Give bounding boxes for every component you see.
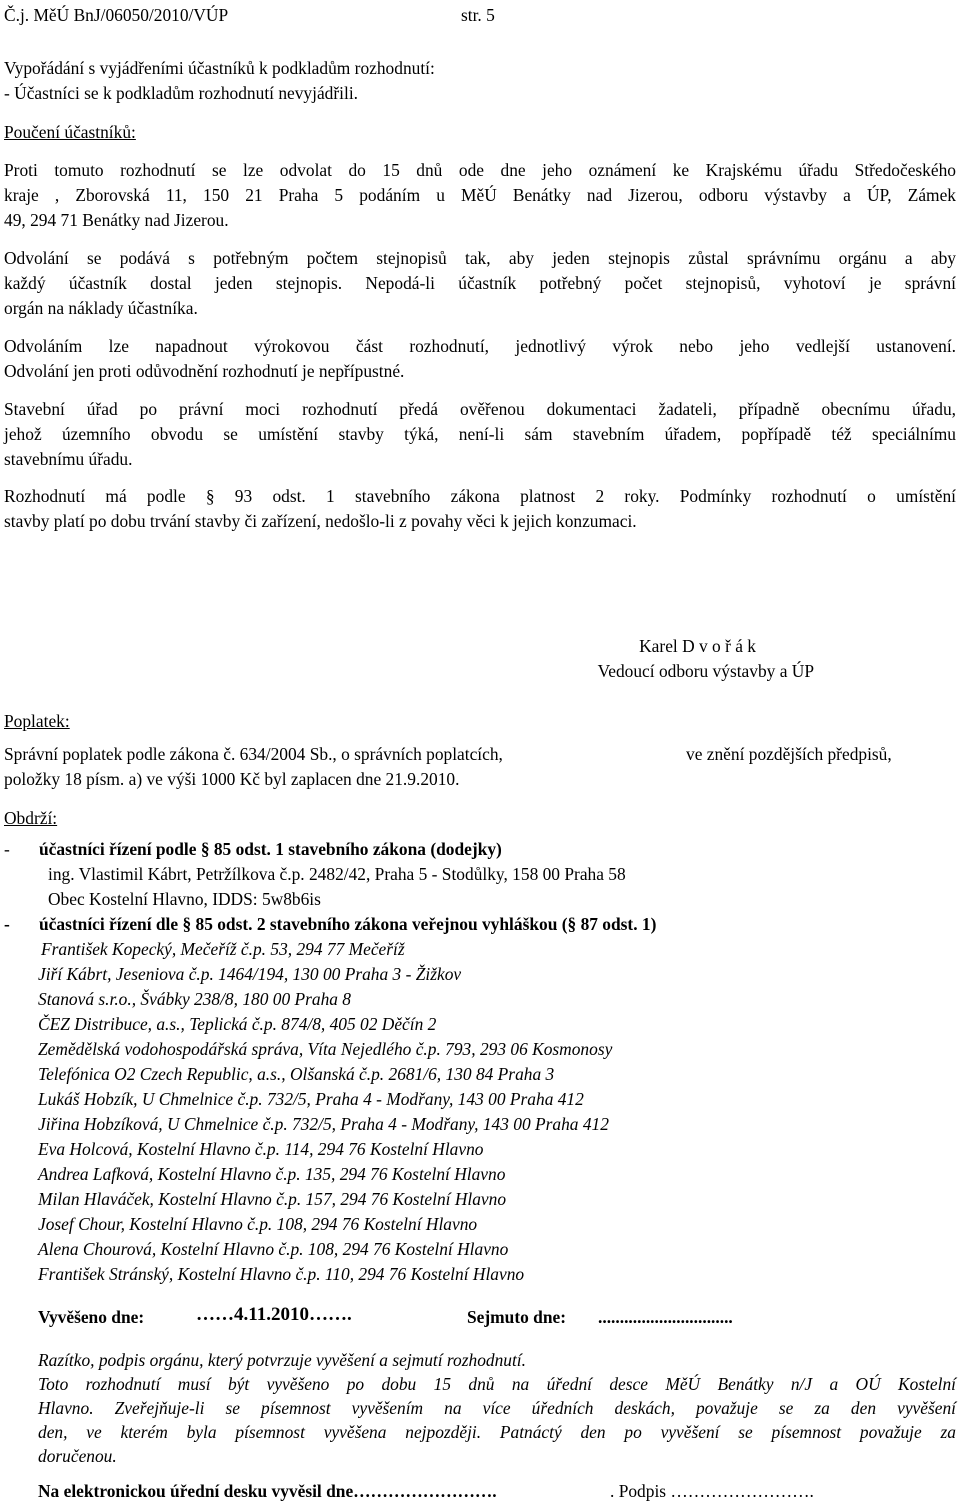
poplatek-line1b: ve znění pozdějších předpisů, — [686, 744, 892, 764]
pouceni-p4-line2: jehož územního obvodu se umístění stavby týká, není-li sám stavebním úřadem, popřípadě též speciálnímu — [4, 424, 956, 444]
recipient-item: František Kopecký, Mečeříž č.p. 53, 294 77 Mečeříž — [41, 939, 405, 959]
pouceni-p1-line2: kraje , Zborovská 11, 150 21 Praha 5 podáním u MěÚ Benátky nad Jizerou, odboru výstavby a ÚP, Zámek — [4, 185, 956, 205]
vyporadani-title: Vypořádání s vyjádřeními účastníků k podkladům rozhodnutí: — [4, 58, 435, 78]
recipient-item: Telefónica O2 Czech Republic, a.s., Olšanská č.p. 2681/6, 130 84 Praha 3 — [38, 1064, 555, 1084]
recipient-item: Jiřina Hobzíková, U Chmelnice č.p. 732/5, Praha 4 - Modřany, 143 00 Praha 412 — [38, 1114, 609, 1134]
vyveseno-date: ……4.11.2010……. — [196, 1304, 352, 1325]
obdrzi-title: Obdrží: — [4, 808, 58, 828]
page-number: str. 5 — [461, 5, 495, 25]
signature-name: Karel D v o ř á k — [639, 636, 756, 656]
group2-title: účastníci řízení dle § 85 odst. 2 stavebního zákona veřejnou vyhláškou (§ 87 odst. 1) — [39, 914, 657, 934]
poplatek-line2: položky 18 písm. a) ve výši 1000 Kč byl zaplacen dne 21.9.2010. — [4, 769, 460, 789]
pouceni-p1-line3: 49, 294 71 Benátky nad Jizerou. — [4, 210, 229, 230]
poplatek-line1a: Správní poplatek podle zákona č. 634/2004 Sb., o správních poplatcích, — [4, 744, 503, 764]
recipient-item: Jiří Kábrt, Jeseniova č.p. 1464/194, 130 00 Praha 3 - Žižkov — [38, 964, 462, 984]
reference-number: Č.j. MěÚ BnJ/06050/2010/VÚP — [4, 5, 229, 25]
vyveseni-note-line1: Toto rozhodnutí musí být vyvěšeno po dobu 15 dnů na úřední desce MěÚ Benátky n/J a OÚ Kostelní — [38, 1374, 956, 1394]
vyveseno-label: Vyvěšeno dne: — [38, 1307, 145, 1327]
recipient-item: Zemědělská vodohospodářská správa, Víta Nejedlého č.p. 793, 293 06 Kosmonosy — [38, 1039, 613, 1059]
vyveseni-note-line3: den, ve kterém byla písemnost vyvěšena nejpozději. Patnáctý den po vyvěšení se písemnost považuje za — [38, 1422, 956, 1442]
elektronicka-deska-line: Na elektronickou úřední desku vyvěsil dne……………………. — [38, 1481, 497, 1501]
group1-dash: - — [4, 839, 10, 859]
recipient-item: ČEZ Distribuce, a.s., Teplická č.p. 874/8, 405 02 Děčín 2 — [38, 1014, 437, 1034]
recipient-item: Andrea Lafková, Kostelní Hlavno č.p. 135, 294 76 Kostelní Hlavno — [38, 1164, 506, 1184]
razitko-text: Razítko, podpis orgánu, který potvrzuje vyvěšení a sejmutí rozhodnutí. — [38, 1350, 526, 1370]
vyporadani-line: - Účastníci se k podkladům rozhodnutí nevyjádřili. — [4, 83, 359, 103]
pouceni-p2-line2: každý účastník dostal jeden stejnopis. Nepodá-li účastník potřebný počet stejnopisů, vyhotoví je správní — [4, 273, 956, 293]
poplatek-title: Poplatek: — [4, 711, 70, 731]
pouceni-p2-line1: Odvolání se podává s potřebným počtem stejnopisů tak, aby jeden stejnopis zůstal správnímu orgánu a aby — [4, 248, 956, 268]
podpis-line: . Podpis ……………………. — [610, 1481, 814, 1501]
recipient-item: Josef Chour, Kostelní Hlavno č.p. 108, 294 76 Kostelní Hlavno — [38, 1214, 478, 1234]
recipient-item: Milan Hlaváček, Kostelní Hlavno č.p. 157, 294 76 Kostelní Hlavno — [38, 1189, 507, 1209]
pouceni-p4-line3: stavebnímu úřadu. — [4, 449, 133, 469]
recipient-item: František Stránský, Kostelní Hlavno č.p. 110, 294 76 Kostelní Hlavno — [38, 1264, 525, 1284]
recipient-item: Alena Chourová, Kostelní Hlavno č.p. 108, 294 76 Kostelní Hlavno — [38, 1239, 509, 1259]
group1-item: Obec Kostelní Hlavno, IDDS: 5w8b6is — [48, 889, 321, 909]
vyveseni-note-line4: doručenou. — [38, 1446, 117, 1466]
pouceni-p4-line1: Stavební úřad po právní moci rozhodnutí předá ověřenou dokumentaci žadateli, případně obecnímu úřadu, — [4, 399, 956, 419]
pouceni-p5-line2: stavby platí po dobu trvání stavby či zařízení, nedošlo-li z povahy věci k jejich konzumaci. — [4, 511, 637, 531]
vyveseni-note-line2: Hlavno. Zveřejňuje-li se písemnost vyvěšením na více úředních deskách, považuje se za den vyvěšení — [38, 1398, 956, 1418]
recipient-item: Stanová s.r.o., Švábky 238/8, 180 00 Praha 8 — [38, 989, 352, 1009]
group2-dash: - — [4, 914, 10, 934]
pouceni-p1-line1: Proti tomuto rozhodnutí se lze odvolat do 15 dnů ode dne jeho oznámení ke Krajskému úřadu Středočeského — [4, 160, 956, 180]
pouceni-p5-line1: Rozhodnutí má podle § 93 odst. 1 stavebního zákona platnost 2 roky. Podmínky rozhodnutí o umístění — [4, 486, 956, 506]
pouceni-p2-line3: orgán na náklady účastníka. — [4, 298, 198, 318]
signature-role: Vedoucí odboru výstavby a ÚP — [597, 661, 814, 681]
recipient-item: Eva Holcová, Kostelní Hlavno č.p. 114, 294 76 Kostelní Hlavno — [38, 1139, 484, 1159]
recipient-item: Lukáš Hobzík, U Chmelnice č.p. 732/5, Praha 4 - Modřany, 143 00 Praha 412 — [38, 1089, 584, 1109]
pouceni-p3-line1: Odvoláním lze napadnout výrokovou část rozhodnutí, jednotlivý výrok nebo jeho vedlejší ustanovení. — [4, 336, 956, 356]
pouceni-p3-line2: Odvolání jen proti odůvodnění rozhodnutí je nepřípustné. — [4, 361, 405, 381]
sejmuto-label: Sejmuto dne: — [467, 1307, 567, 1327]
group1-item: ing. Vlastimil Kábrt, Petržílkova č.p. 2482/42, Praha 5 - Stodůlky, 158 00 Praha 58 — [48, 864, 626, 884]
sejmuto-value: ............................... — [598, 1307, 733, 1327]
pouceni-title: Poučení účastníků: — [4, 122, 136, 142]
group1-title: účastníci řízení podle § 85 odst. 1 stavebního zákona (dodejky) — [39, 839, 502, 859]
